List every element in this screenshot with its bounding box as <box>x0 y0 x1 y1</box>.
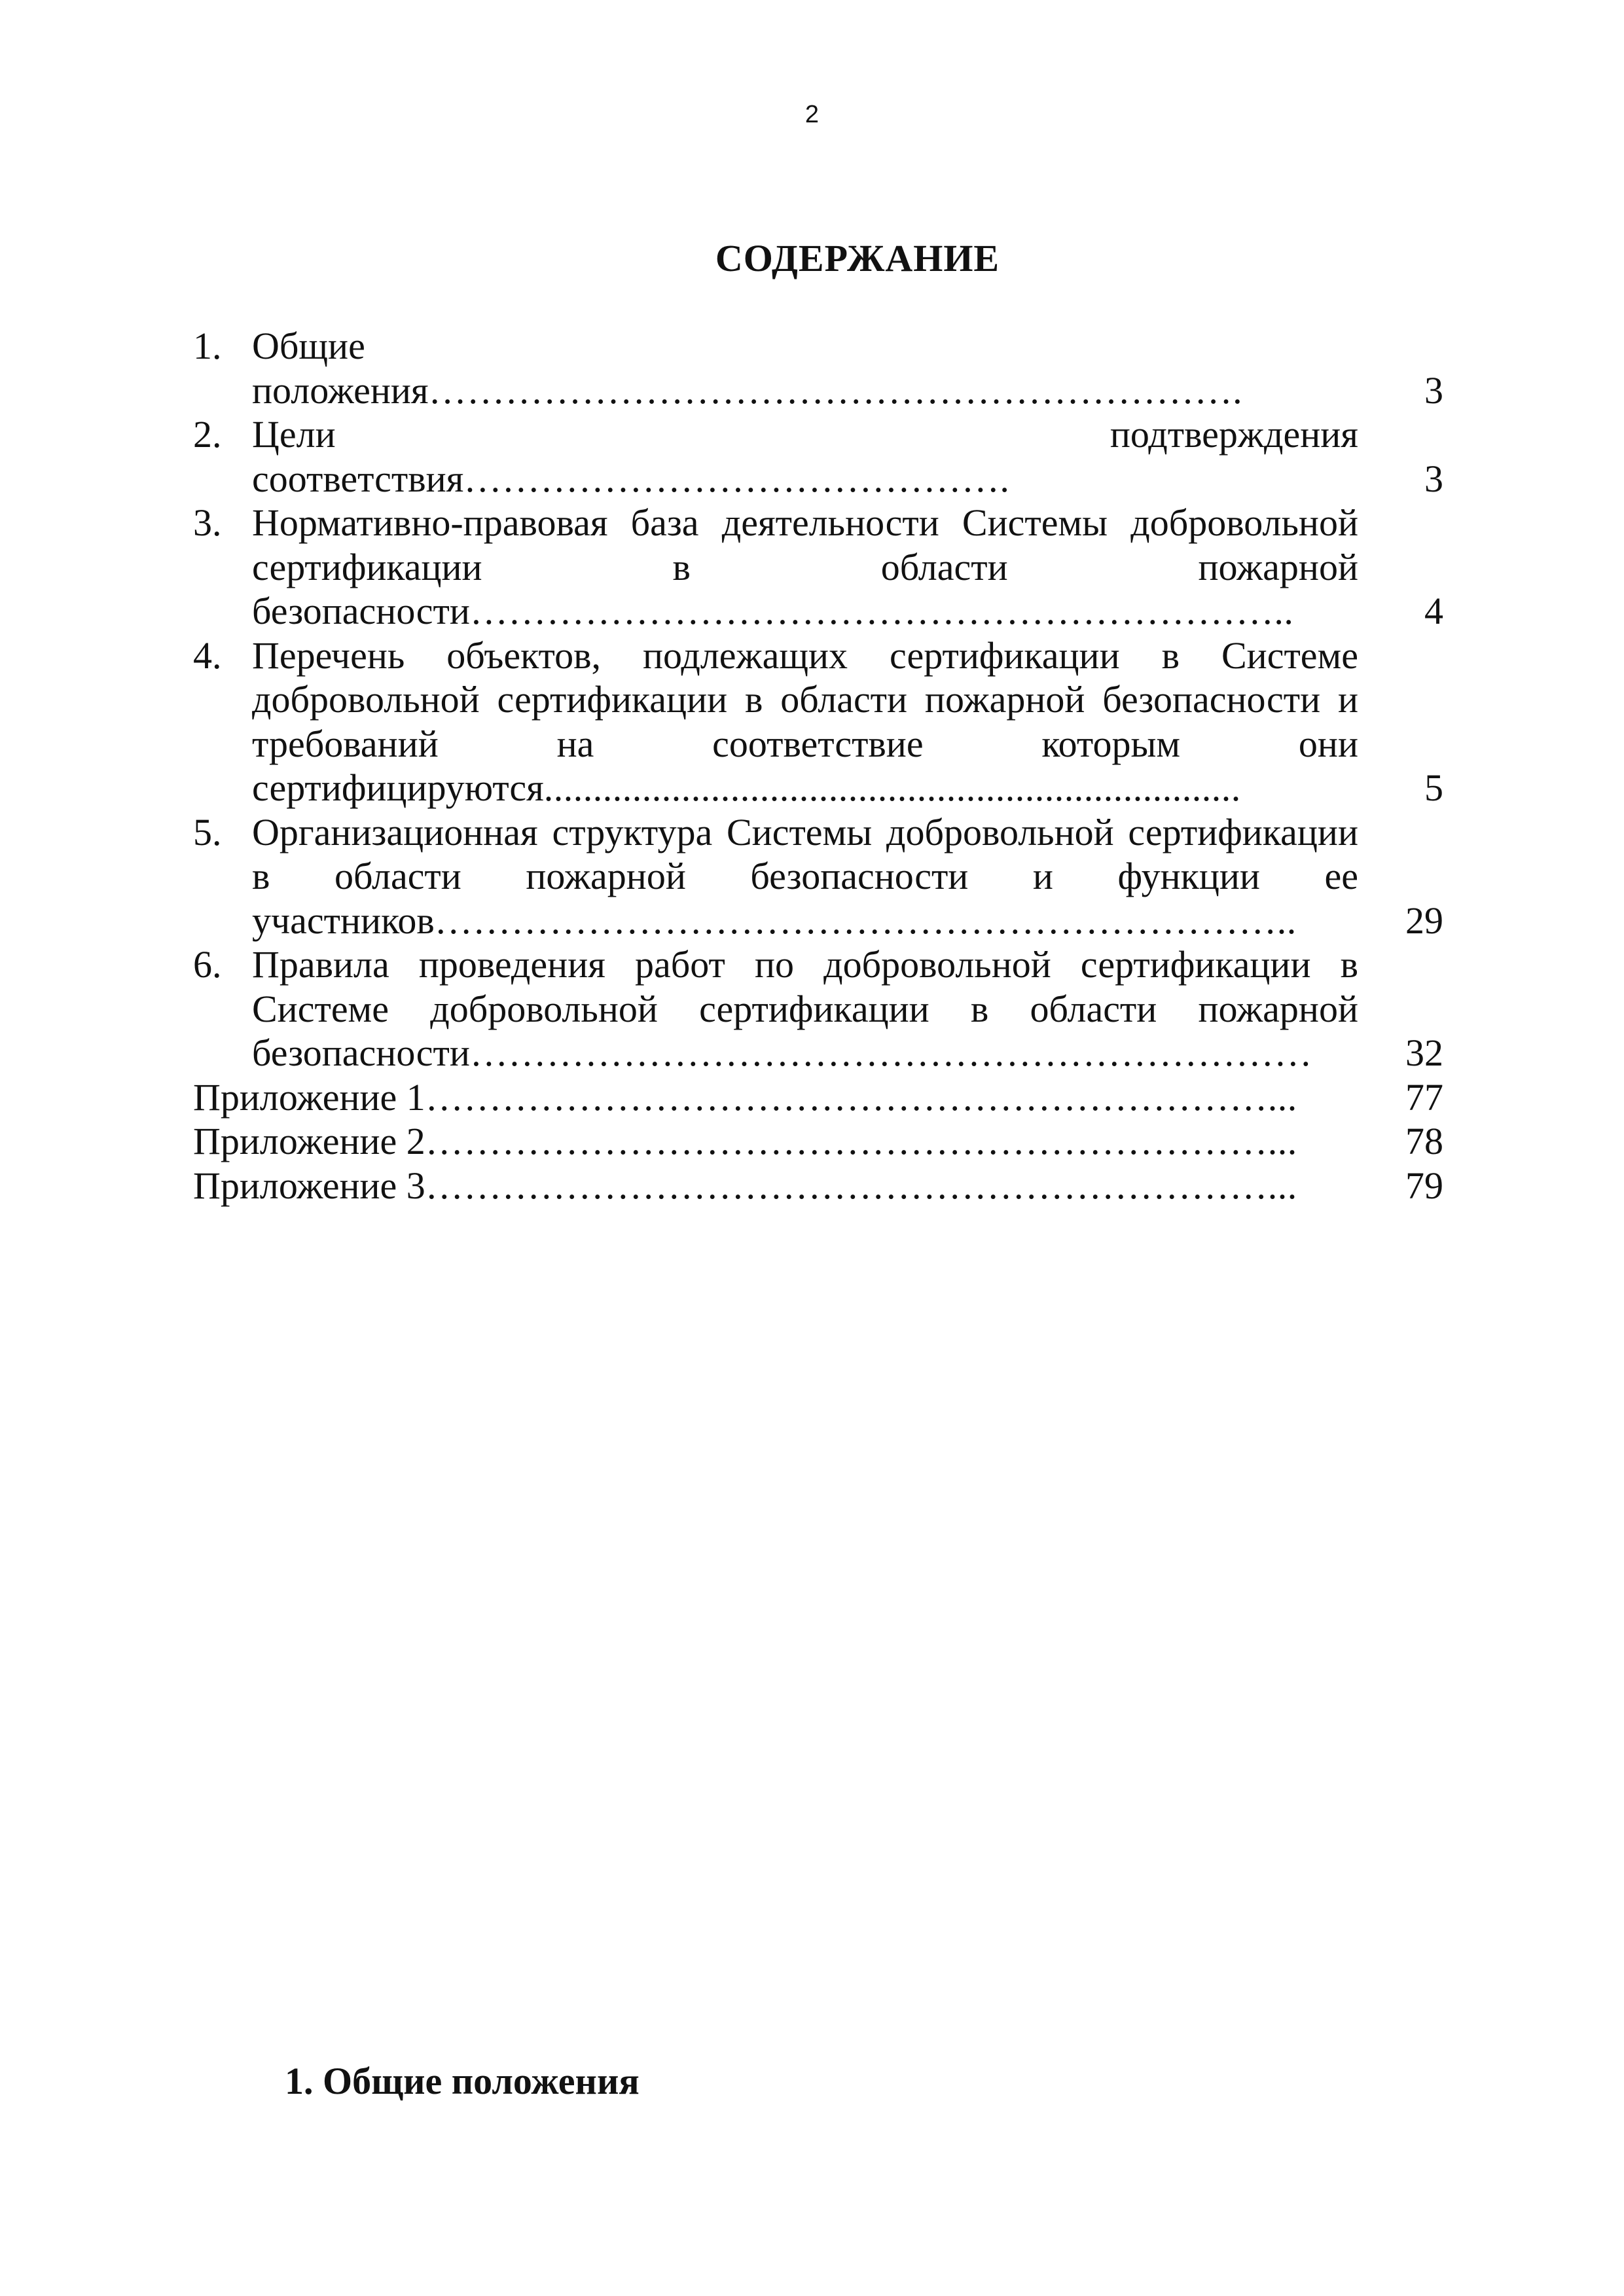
toc-entry-text: Организационная структура Системы добровольной сертификации в области пожарной безопасности и функции ее участников <box>252 810 1358 942</box>
toc-entry-page: 29 <box>1405 899 1443 942</box>
toc-entry-body <box>193 1075 1358 1120</box>
toc-entry-number: 6. <box>193 943 222 986</box>
toc-entry-text: Приложение 2 <box>193 1120 425 1162</box>
toc-entry-page: 3 <box>1424 457 1443 500</box>
toc-entry-text: Общие положения <box>252 325 429 412</box>
toc-leader-dots: …………………………………………………………... <box>425 1075 1297 1119</box>
toc-entry-body <box>252 942 1358 1075</box>
toc-leader-dots: …………………………………………………………... <box>425 1120 1297 1162</box>
toc-entry-body <box>193 1164 1358 1208</box>
toc-entry-appendix-3[interactable] <box>193 1164 1443 1208</box>
toc-leader-dots: ………………………………………………………… <box>469 1031 1312 1074</box>
table-of-contents <box>193 324 1443 1208</box>
toc-entry-text: Приложение 3 <box>193 1164 425 1207</box>
section-heading: 1. Общие положения <box>285 2060 640 2102</box>
toc-entry-body <box>252 810 1358 943</box>
toc-entry-number: 2. <box>193 413 222 456</box>
toc-entry-number: 4. <box>193 634 222 677</box>
page-number: 2 <box>804 101 820 128</box>
toc-entry-body <box>193 1119 1358 1164</box>
toc-entry-appendix-1[interactable] <box>193 1075 1443 1120</box>
toc-entry-1[interactable] <box>193 324 1443 412</box>
toc-entry-body <box>252 412 1358 501</box>
toc-leader-dots: ……………………………………………………….. <box>469 590 1294 632</box>
toc-entry-body <box>252 501 1358 634</box>
toc-entry-6[interactable] <box>193 942 1443 1075</box>
toc-entry-appendix-2[interactable] <box>193 1119 1443 1164</box>
toc-entry-body <box>252 324 1358 412</box>
toc-entry-body <box>252 634 1358 810</box>
toc-entry-page: 79 <box>1405 1164 1443 1207</box>
toc-entry-page: 77 <box>1405 1075 1443 1119</box>
toc-entry-text: Правила проведения работ по добровольной сертификации в Системе добровольной сертификации в области пожарной безопасности <box>252 943 1358 1074</box>
toc-title: СОДЕРЖАНИЕ <box>715 237 1000 279</box>
toc-entry-5[interactable] <box>193 810 1443 943</box>
toc-entry-page: 4 <box>1424 590 1443 632</box>
toc-leader-dots: …………………………………………………………... <box>425 1164 1297 1207</box>
toc-entry-page: 3 <box>1424 368 1443 412</box>
toc-entry-number: 1. <box>193 325 222 367</box>
toc-entry-page: 78 <box>1405 1120 1443 1162</box>
toc-leader-dots: ………………………………………………………….. <box>434 899 1297 942</box>
toc-entry-4[interactable] <box>193 634 1443 810</box>
toc-entry-text: Перечень объектов, подлежащих сертификации в Системе добровольной сертификации в области пожарной безопасности и требований на соответствие которым они сертифицируются <box>252 634 1358 809</box>
toc-entry-3[interactable] <box>193 501 1443 634</box>
toc-leader-dots: ....................................................................... <box>543 766 1241 809</box>
toc-entry-text: Цели подтверждения соответствия <box>252 413 1358 500</box>
toc-entry-text: Приложение 1 <box>193 1075 425 1119</box>
toc-entry-page: 5 <box>1424 766 1443 809</box>
toc-leader-dots: ……………………………………. <box>463 457 1010 500</box>
toc-leader-dots: ………………………………………………………. <box>428 368 1243 412</box>
toc-entry-text: Нормативно-правовая база деятельности Системы добровольной сертификации в области пожарной безопасности <box>252 501 1358 632</box>
toc-entry-number: 5. <box>193 810 222 853</box>
toc-entry-page: 32 <box>1405 1031 1443 1074</box>
toc-entry-number: 3. <box>193 501 222 544</box>
toc-entry-2[interactable] <box>193 412 1443 501</box>
